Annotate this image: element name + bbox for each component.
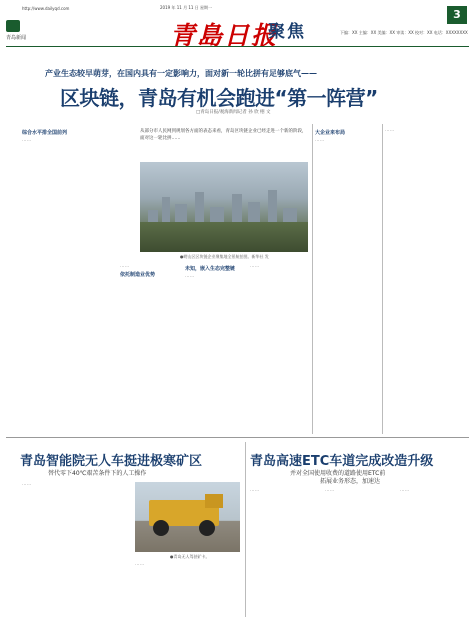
column-rule: [382, 124, 383, 434]
header-rule: [6, 46, 469, 47]
story-right-title[interactable]: 青岛高速ETC车道完成改造升级: [250, 454, 434, 469]
lead-column-3: [185, 264, 245, 432]
lead-byline: □青岛日报/观海新闻记者 孙 欣 栩 文: [196, 110, 271, 115]
body-text: ……: [185, 274, 195, 280]
section-divider: [6, 437, 469, 438]
story-right-column-1: [250, 488, 320, 616]
lead-column-1: [22, 128, 130, 428]
lead-kicker: 产业生态较早萌芽，在国内具有一定影响力，面对新一轮比拼有足够底气——: [45, 68, 317, 78]
page-number-badge: 3: [447, 6, 467, 24]
page-header: [0, 0, 475, 48]
lead-column-5: [315, 128, 380, 432]
newspaper-logo: [6, 20, 36, 40]
story-right-column-2: [325, 488, 395, 616]
body-text: ……: [400, 488, 410, 493]
lead-column-4: [250, 264, 308, 432]
body-text: ……: [250, 488, 260, 493]
story-left-subtitle: 替代零下40℃艰苦条件下的人工操作: [48, 470, 147, 477]
photo-caption: ●崂山区区块链企业聚集地全景航拍图。新华社 发: [180, 254, 269, 259]
story-right-subtitle-1: 并对全国使用收费的道路使用ETC前: [290, 470, 386, 477]
section-title: 聚焦: [268, 22, 306, 42]
city-aerial-photo[interactable]: [140, 162, 308, 252]
masthead: 青島日报: [170, 21, 279, 50]
story-left-body-2: [135, 562, 240, 616]
truck-photo-caption: ●青岛无人驾驶矿卡。: [170, 554, 210, 559]
body-text: ……: [135, 562, 145, 567]
body-text: ……: [120, 264, 130, 269]
body-text: ……: [385, 128, 395, 133]
story-left-title[interactable]: 青岛智能院无人车挺进极寒矿区: [20, 454, 203, 469]
body-text: ……: [22, 138, 32, 144]
subhead-4: 大企业来布局: [315, 130, 346, 136]
column-rule: [245, 442, 246, 617]
body-text: ……: [22, 482, 32, 487]
lead-column-6: [385, 128, 469, 432]
story-right-subtitle-2: 拓展业务形态，加速达: [320, 478, 381, 485]
autonomous-truck-photo[interactable]: [135, 482, 240, 552]
story-right-column-3: [400, 488, 469, 616]
lead-intro: 从部分市人民网到规划各方面的表态来看，青岛区块链企业已经走进一个新的阶段，面对这一轮比拼……: [140, 129, 307, 141]
story-left-body: [22, 482, 130, 612]
body-text: ……: [250, 264, 260, 269]
lead-headline[interactable]: 区块链，青岛有机会跑进“第一阵营”: [60, 86, 378, 110]
issue-date: 2019 年 11 月 11 日 星期一: [160, 5, 212, 10]
logo-text: 青岛新闻: [6, 35, 27, 41]
body-text: ……: [325, 488, 335, 493]
subhead-2: 依托制造业优势: [120, 272, 156, 279]
site-url[interactable]: http://www.dailyqd.com: [22, 6, 70, 11]
subhead-1: 综合水平排全国前列: [22, 130, 68, 136]
lead-column-2: [120, 264, 180, 432]
logo-icon: [6, 20, 20, 32]
column-rule: [312, 124, 313, 434]
body-text: ……: [315, 138, 325, 144]
edition-info: 下编：XX 主编：XX 美编：XX 审读：XX 校对：XX 电话：XXXXXXXX: [340, 30, 468, 35]
subhead-3: 未知，嵌入生态完整链: [185, 266, 236, 272]
